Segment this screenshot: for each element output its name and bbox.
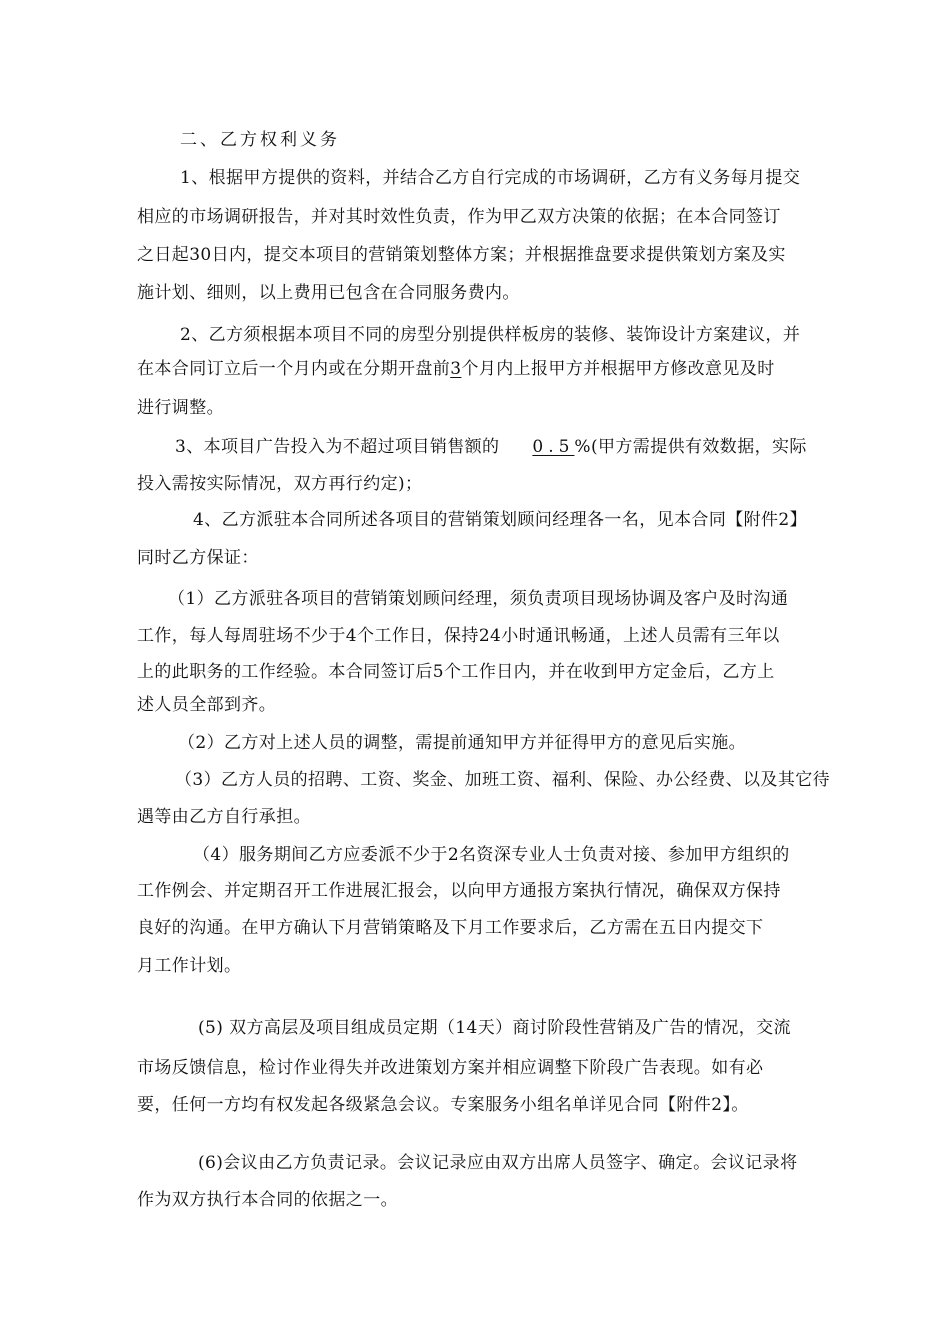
clause-2-line-2-post: 个月内上报甲方并根据甲方修改意见及时 — [461, 359, 775, 379]
clause-3-line-1-post: %(甲方需提供有效数据，实际 — [574, 437, 807, 457]
sub-4-line-2: 工作例会、并定期召开工作进展汇报会，以向甲方通报方案执行情况，确保双方保持 — [137, 881, 781, 901]
clause-2-month-count: 3 — [450, 359, 462, 379]
clause-2-line-2-pre: 在本合同订立后一个月内或在分期开盘前 — [137, 359, 451, 379]
clause-3-line-1-pre: 3、本项目广告投入为不超过项目销售额的 — [175, 437, 500, 457]
clause-2-line-2 — [137, 357, 775, 381]
sub-1-line-4: 述人员全部到齐。 — [137, 695, 277, 715]
sub-3-line-1: （3）乙方人员的招聘、工资、奖金、加班工资、福利、保险、办公经费、以及其它待 — [175, 770, 831, 790]
sub-2-line-1: （2）乙方对上述人员的调整，需提前通知甲方并征得甲方的意见后实施。 — [178, 733, 747, 753]
clause-2-line-3: 进行调整。 — [137, 398, 224, 418]
sub-4-line-4: 月工作计划。 — [137, 956, 242, 976]
clause-4-line-2: 同时乙方保证： — [137, 548, 259, 568]
sub-6-line-1: (6)会议由乙方负责记录。会议记录应由双方出席人员签字、确定。会议记录将 — [198, 1153, 798, 1173]
clause-1-line-1: 1、根据甲方提供的资料，并结合乙方自行完成的市场调研，乙方有义务每月提交 — [180, 168, 801, 188]
sub-5-line-2: 市场反馈信息，检讨作业得失并改进策划方案并相应调整下阶段广告表现。如有必 — [137, 1058, 764, 1078]
clause-3-line-2: 投入需按实际情况，双方再行约定)； — [137, 474, 423, 494]
clause-3-line-1 — [175, 435, 807, 459]
section-title: 二、乙方权利义务 — [180, 130, 340, 150]
sub-4-line-1: （4）服务期间乙方应委派不少于2名资深专业人士负责对接、参加甲方组织的 — [193, 845, 790, 865]
clause-1-line-3: 之日起30日内，提交本项目的营销策划整体方案；并根据推盘要求提供策划方案及实 — [137, 245, 786, 265]
sub-1-line-1: （1）乙方派驻各项目的营销策划顾问经理，须负责项目现场协调及客户及时沟通 — [168, 589, 789, 609]
clause-1-line-2: 相应的市场调研报告，并对其时效性负责，作为甲乙双方决策的依据；在本合同签订 — [137, 207, 781, 227]
clause-4-line-1: 4、乙方派驻本合同所述各项目的营销策划顾问经理各一名，见本合同【附件2】 — [193, 510, 808, 530]
sub-1-line-2: 工作，每人每周驻场不少于4个工作日，保持24小时通讯畅通，上述人员需有三年以 — [137, 626, 780, 646]
sub-5-line-3: 要，任何一方均有权发起各级紧急会议。专案服务小组名单详见合同【附件2】。 — [137, 1095, 749, 1115]
clause-1-line-4: 施计划、细则，以上费用已包含在合同服务费内。 — [137, 283, 520, 303]
sub-5-line-1: (5) 双方高层及项目组成员定期（14天）商讨阶段性营销及广告的情况，交流 — [198, 1018, 791, 1038]
clause-2-line-1: 2、乙方须根据本项目不同的房型分别提供样板房的装修、装饰设计方案建议，并 — [180, 325, 801, 345]
sub-3-line-2: 遇等由乙方自行承担。 — [137, 807, 311, 827]
ad-budget-percent: 0.5 — [532, 437, 575, 457]
sub-1-line-3: 上的此职务的工作经验。本合同签订后5个工作日内，并在收到甲方定金后，乙方上 — [137, 662, 775, 682]
sub-6-line-2: 作为双方执行本合同的依据之一。 — [137, 1190, 398, 1210]
sub-4-line-3: 良好的沟通。在甲方确认下月营销策略及下月工作要求后，乙方需在五日内提交下 — [137, 918, 764, 938]
